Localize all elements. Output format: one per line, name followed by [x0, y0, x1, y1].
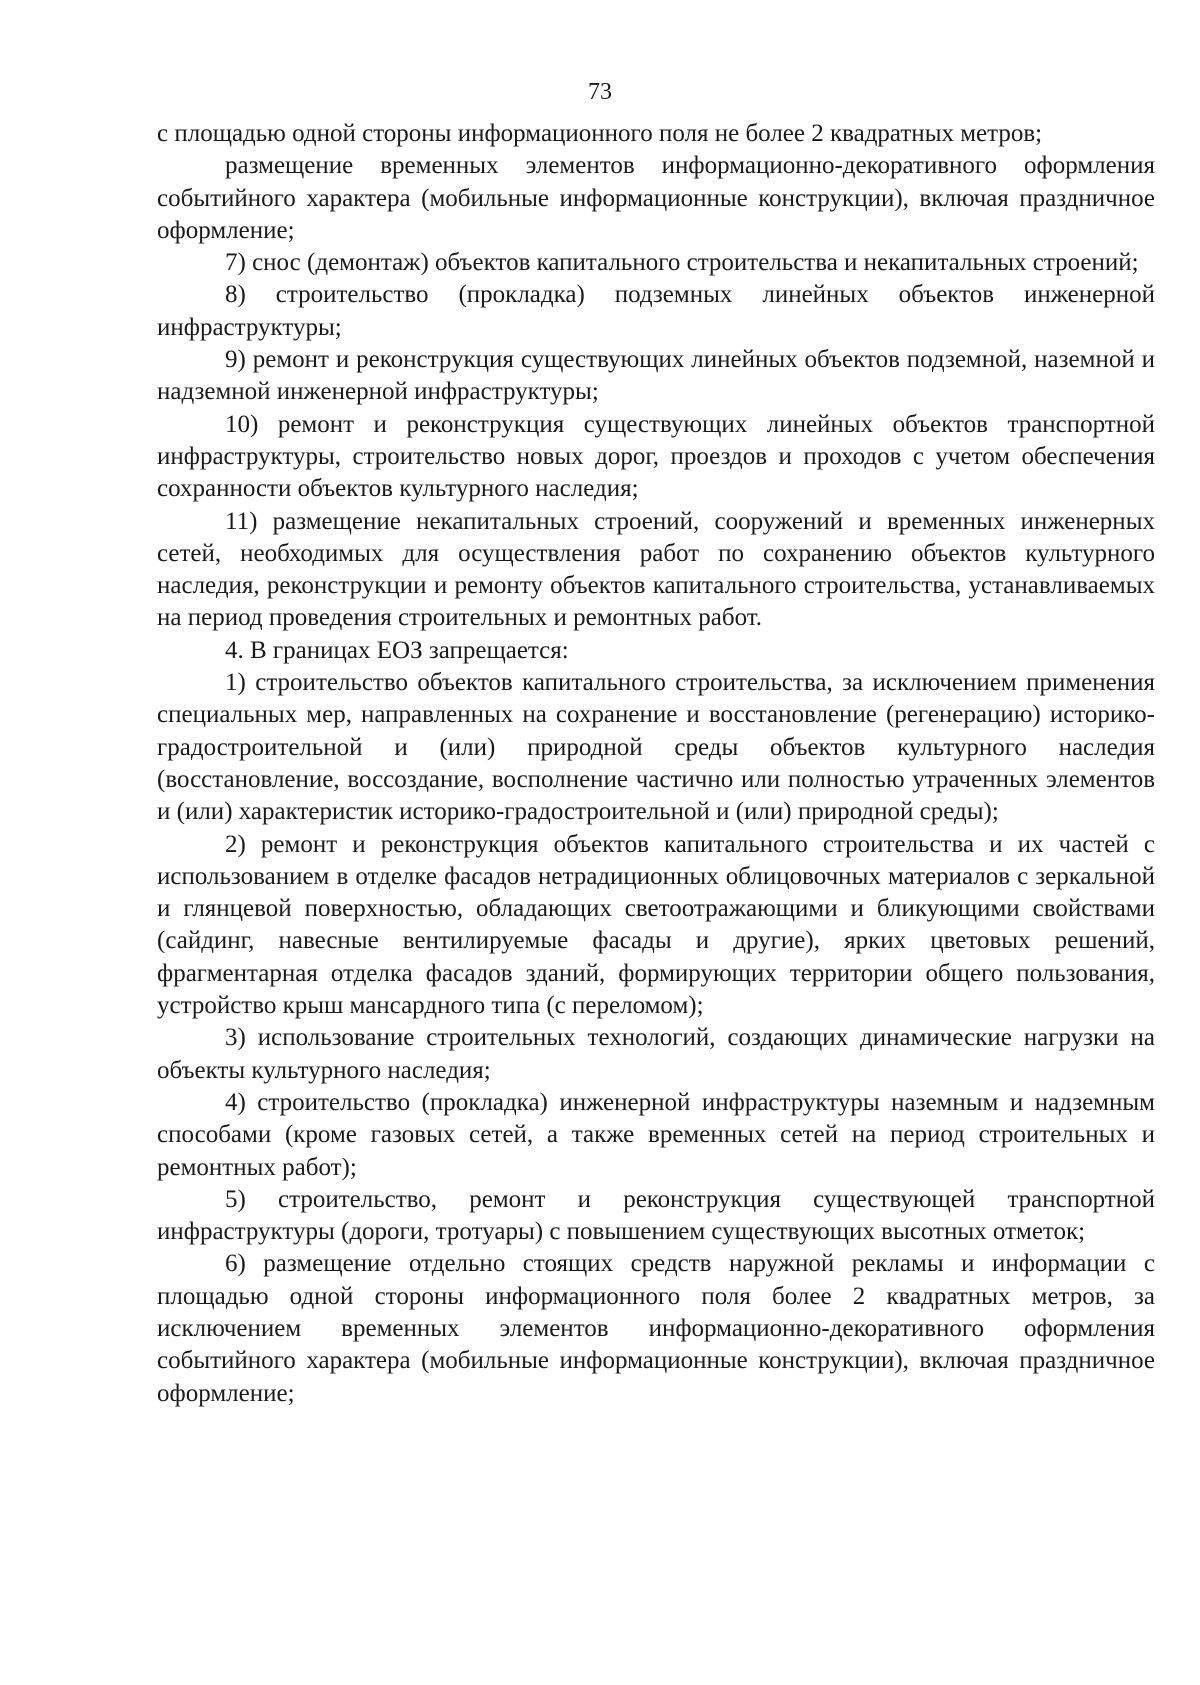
paragraph: 1) строительство объектов капитального строительства, за исключением применения специальных мер, направленных на сохранение и восстановление (регенерацию) историко-градостроительной и (или) природной среды объектов культурного наследия (восстановление, воссоздание, восполнение частично или полностью утраченных элементов и (или) характеристик историко-градостроительной и (или) природной среды);: [157, 669, 1155, 826]
paragraph: 8) строительство (прокладка) подземных линейных объектов инженерной инфраструктуры;: [157, 281, 1155, 341]
paragraph: с площадью одной стороны информационного поля не более 2 квадратных метров;: [157, 120, 1043, 147]
paragraph: 4. В границах ЕОЗ запрещается:: [225, 636, 569, 664]
paragraph: 11) размещение некапитальных строений, сооружений и временных инженерных сетей, необходимых для осуществления работ по сохранению объектов культурного наследия, реконструкции и ремонту объектов капитального строительства, устанавливаемых на период проведения строительных и ремонтных работ.: [157, 507, 1155, 632]
paragraph: 3) использование строительных технологий, создающих динамические нагрузки на объекты культурного наследия;: [157, 1024, 1155, 1084]
paragraph: 9) ремонт и реконструкция существующих линейных объектов подземной, наземной и надземной инженерной инфраструктуры;: [157, 346, 1155, 406]
paragraph: 5) строительство, ремонт и реконструкция существующей транспортной инфраструктуры (дороги, тротуары) с повышением существующих высотных отметок;: [157, 1185, 1155, 1246]
paragraph: 2) ремонт и реконструкция объектов капитального строительства и их частей с использованием в отделке фасадов нетрадиционных облицовочных материалов с зеркальной и глянцевой поверхностью, обладающих светоотражающими и бликующими свойствами (сайдинг, навесные вентилируемые фасады и другие), ярких цветовых решений, фрагментарная отделка фасадов зданий, формирующих территории общего пользования, устройство крыш мансардного типа (с переломом);: [157, 830, 1155, 1020]
page-number: 73: [588, 79, 612, 105]
document-body: [157, 118, 1155, 1410]
paragraph: размещение временных элементов информационно-декоративного оформления событийного характера (мобильные информационные конструкции), включая праздничное оформление;: [157, 152, 1155, 244]
paragraph: 10) ремонт и реконструкция существующих линейных объектов транспортной инфраструктуры, строительство новых дорог, проездов и проходов с учетом обеспечения сохранности объектов культурного наследия;: [157, 410, 1155, 503]
paragraph: 7) снос (демонтаж) объектов капитального строительства и некапитальных строений;: [225, 249, 1139, 277]
paragraph: 6) размещение отдельно стоящих средств наружной рекламы и информации с площадью одной стороны информационного поля более 2 квадратных метров, за исключением временных элементов информационно-декоративного оформления событийного характера (мобильные информационные конструкции), включая праздничное оформление;: [157, 1250, 1155, 1407]
paragraph: 4) строительство (прокладка) инженерной инфраструктуры наземным и надземным способами (кроме газовых сетей, а также временных сетей на период строительных и ремонтных работ);: [157, 1088, 1155, 1181]
